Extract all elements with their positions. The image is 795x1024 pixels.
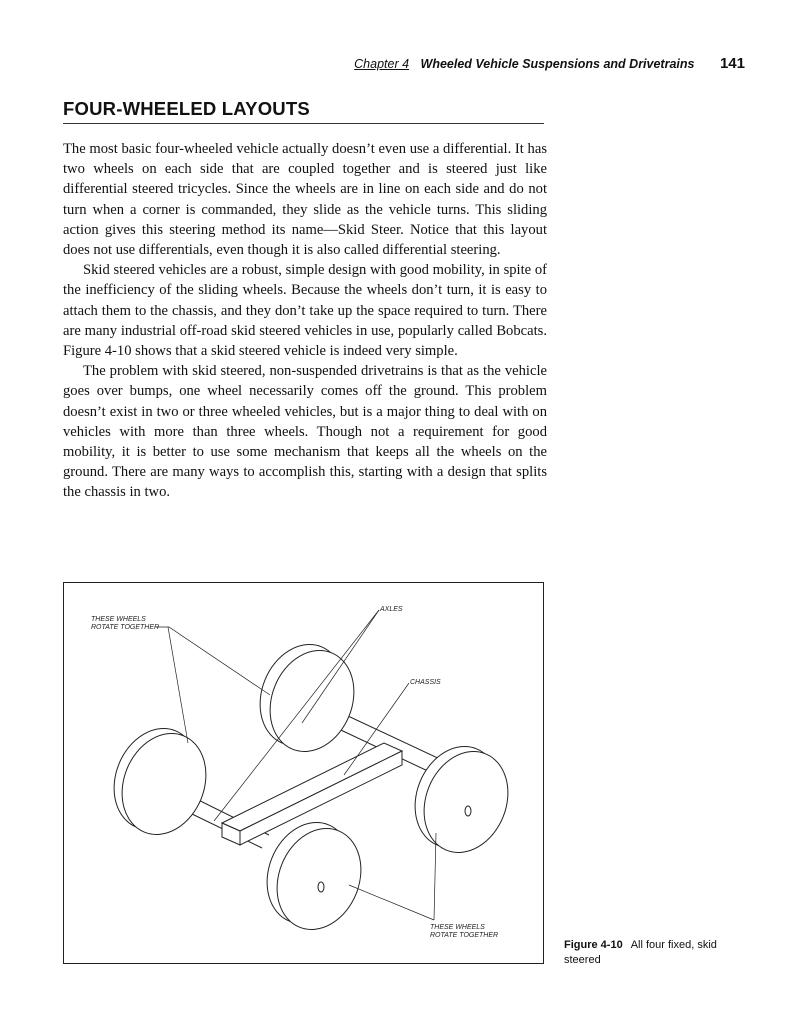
caption-text: All four fixed, skid steered <box>564 939 717 966</box>
paragraph-3: The problem with skid steered, non-suspended drivetrains is that as the vehicle goes over bumps, one wheel necessarily comes off the ground. This problem doesn’t exist in two or three wheeled vehicles, but is a major thing to deal with on vehicles with more than three wheels. Though not a requirement for good mobility, it is better to use some mechanism that keeps all the wheels on the ground. There are many ways to accomplish this, starting with a design that splits the chassis in two. <box>63 363 547 501</box>
paragraph-1: The most basic four-wheeled vehicle actually doesn’t even use a differential. It has two wheels on each side that are coupled together and is steered just like differential steered tricycles. Since the wheels are in line on each side and do not turn when a corner is commanded, they slide as the vehicle turns. This sliding action gives this steering method its name—Skid Steer. Notice that this layout does not use differentials, even though it is also called differential steering. <box>63 141 547 259</box>
running-header <box>300 55 745 72</box>
figure-caption <box>564 938 754 968</box>
label-chassis: CHASSIS <box>410 679 441 686</box>
skid-steer-drawing <box>64 583 545 965</box>
page-number: 141 <box>719 55 745 72</box>
paragraph-2: Skid steered vehicles are a robust, simple design with good mobility, in spite of the inefficiency of the sliding wheels. Because the wheels don’t turn, it is easy to attach them to the chassis, and they don’t take up the space required to turn. There are many industrial off-road skid steered vehicles in use, popularly called Bobcats. Figure 4-10 shows that a skid steered vehicle is indeed very simple. <box>63 262 547 360</box>
label-top-wheels-1: THESE WHEELS <box>91 616 146 623</box>
chapter-title: Wheeled Vehicle Suspensions and Drivetrains <box>420 57 695 71</box>
label-bottom-wheels-2: ROTATE TOGETHER <box>430 932 499 939</box>
label-top-wheels-2: ROTATE TOGETHER <box>91 624 160 631</box>
body-text <box>63 139 547 503</box>
caption-label: Figure 4-10 <box>564 939 623 951</box>
chapter-number: Chapter 4 <box>354 57 410 71</box>
wheel-front-left <box>99 716 220 847</box>
label-axles: AXLES <box>380 606 403 613</box>
label-bottom-wheels-1: THESE WHEELS <box>430 924 485 931</box>
figure-4-10 <box>63 582 544 964</box>
wheel-rear-right <box>400 734 522 865</box>
wheel-rear-left <box>245 632 368 764</box>
section-title: FOUR-WHEELED LAYOUTS <box>63 98 544 124</box>
